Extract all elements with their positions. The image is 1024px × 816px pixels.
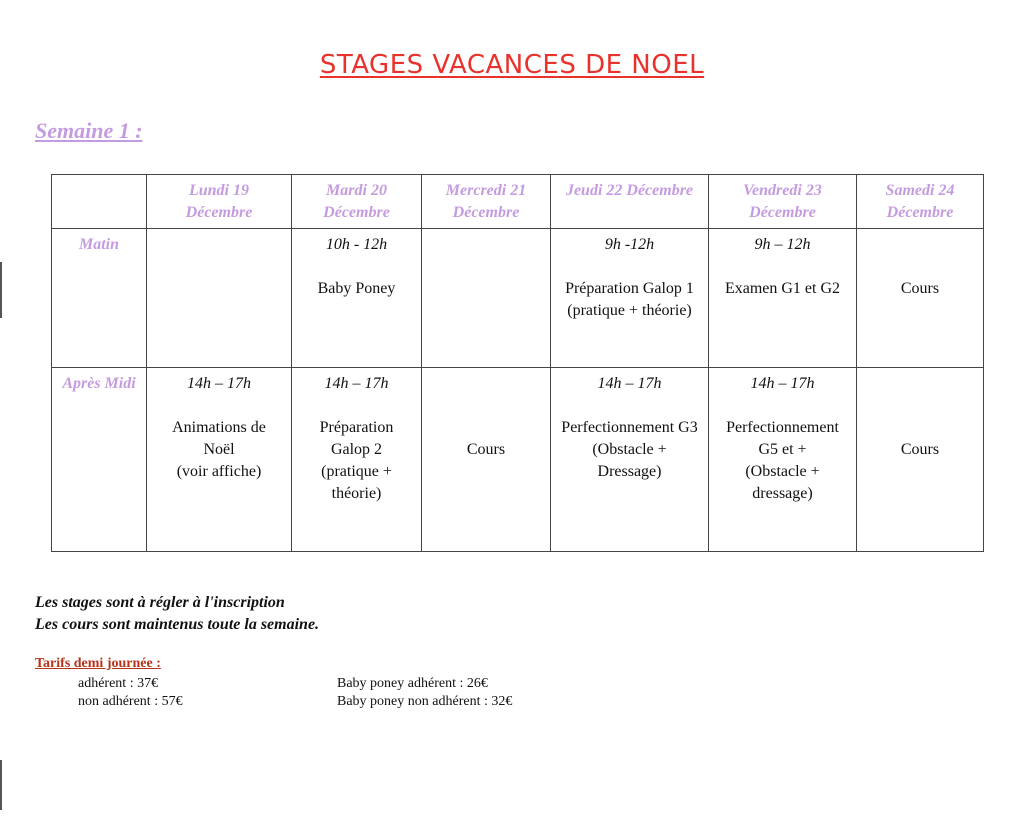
header-row [52,175,984,229]
day-header-monday: Lundi 19 Décembre [147,175,292,229]
activity-line: (pratique + théorie) [567,302,692,319]
activity-line: Perfectionnement G3 [561,419,698,436]
morning-cell-saturday [857,229,984,368]
row-label-morning: Matin [52,229,147,368]
activity-line: Galop 2 [330,441,383,458]
tarif-adherent: adhérent : 37€ [78,676,159,691]
morning-cell-wednesday [422,229,551,368]
time-slot: 14h – 17h [324,375,389,392]
activity-line: Cours [900,441,940,458]
time-slot: 9h – 12h [754,236,811,253]
note-payment: Les stages sont à régler à l'inscription [35,594,285,611]
day-header-friday: Vendredi 23 Décembre [709,175,857,229]
day-header-thursday: Jeudi 22 Décembre [551,175,709,229]
row-label-afternoon: Après Midi [52,368,147,552]
tarif-baby-adherent: Baby poney adhérent : 26€ [337,676,488,691]
afternoon-cell-monday [147,368,292,552]
tarif-non-adherent: non adhérent : 57€ [78,694,183,709]
morning-cell-tuesday [292,229,422,368]
afternoon-cell-saturday [857,368,984,552]
day-header-saturday: Samedi 24 Décembre [857,175,984,229]
tarifs-heading: Tarifs demi journée : [35,656,161,671]
time-slot: 9h -12h [604,236,655,253]
morning-cell-monday [147,229,292,368]
morning-row [52,229,984,368]
activity-line: Examen G1 et G2 [724,280,841,297]
schedule-table [51,174,984,552]
activity-line: Préparation [319,419,394,436]
note-courses: Les cours sont maintenus toute la semaine. [35,616,320,633]
page-title-text: STAGES VACANCES DE NOEL [319,50,705,80]
time-slot: 14h – 17h [597,375,662,392]
activity-line: Cours [466,441,506,458]
activity-line: (voir affiche) [176,463,262,480]
afternoon-cell-wednesday [422,368,551,552]
activity-line: Perfectionnement [726,419,839,436]
day-header-wednesday: Mercredi 21 Décembre [422,175,551,229]
tarif-baby-non-adherent: Baby poney non adhérent : 32€ [337,694,513,709]
afternoon-cell-tuesday [292,368,422,552]
notes-block [35,592,319,636]
page-edge-mark [0,760,2,810]
afternoon-cell-thursday [551,368,709,552]
activity-line: Préparation Galop 1 [565,280,694,297]
afternoon-row [52,368,984,552]
activity-line: G5 et + [758,441,807,458]
morning-cell-thursday [551,229,709,368]
activity-line: Noël [203,441,235,458]
afternoon-cell-friday [709,368,857,552]
activity-line: Dressage) [597,463,662,480]
activity-line: Baby Poney [317,280,396,297]
time-slot: 14h – 17h [187,375,251,392]
activity-line: théorie) [331,485,382,502]
morning-cell-friday [709,229,857,368]
page-edge-mark [0,262,2,318]
activity-line: Animations de [172,419,266,436]
week-heading: Semaine 1 : [35,118,143,143]
time-slot: 14h – 17h [750,375,815,392]
corner-cell [52,175,147,229]
day-header-tuesday: Mardi 20 Décembre [292,175,422,229]
activity-line: (Obstacle + [745,463,820,480]
activity-line: Cours [900,280,940,297]
page-title [0,50,1024,80]
activity-line: (pratique + [321,463,392,480]
activity-line: dressage) [752,485,813,502]
time-slot: 10h - 12h [325,236,388,253]
activity-line: (Obstacle + [592,441,667,458]
